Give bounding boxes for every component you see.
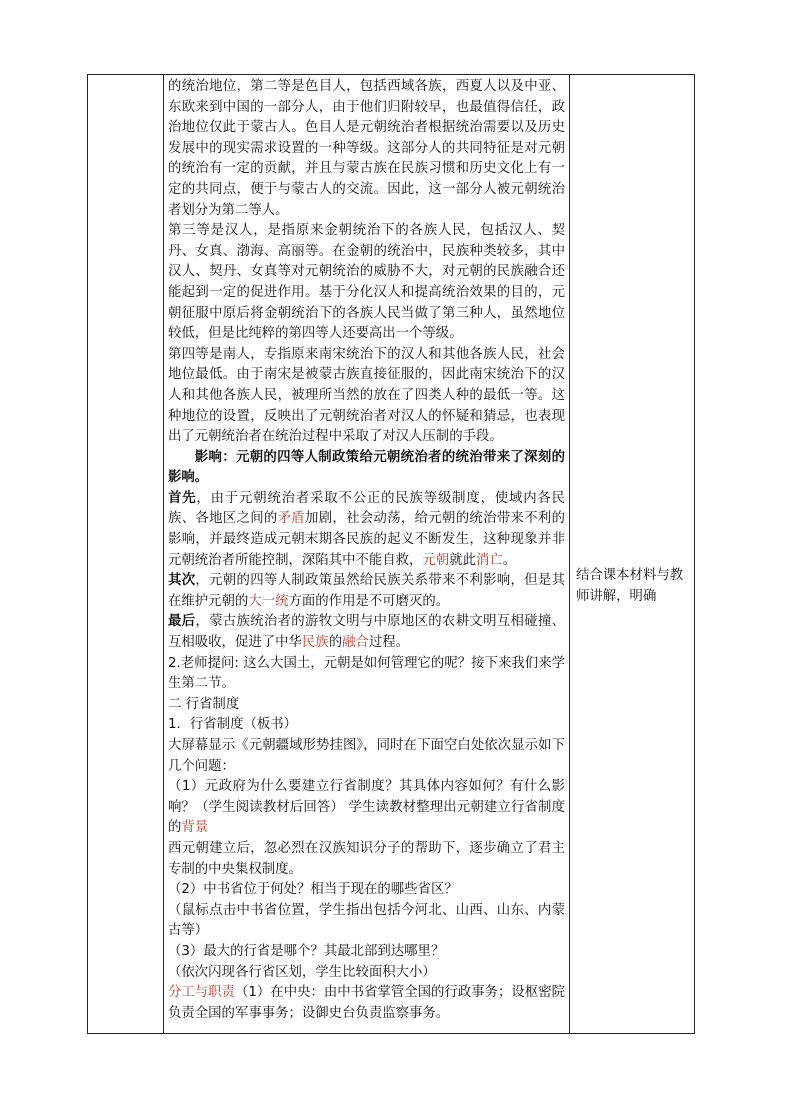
paragraph-semu: 的统治地位，第二等是色目人，包括西域各族，西夏人以及中亚、东欧来到中国的一部分人，由于他们归附较早，也最值得信任，政治地位仅此于蒙古人。色目人是元朝统治者根据统治需要以及历史发展中的现实需求设置的一种等级。这部分人的共同特征是对元朝的统治有一定的贡献，并且与蒙古族在民族习惯和历史文化上有一定的共同点，便于与蒙古人的交流。因此，这一部分人被元朝统治者划分为第二等人。	[168, 79, 565, 218]
highlight-dayitong: 大一统	[248, 593, 289, 609]
subsection-heading: 1．行省制度（板书）	[168, 717, 298, 733]
highlight-maodun: 矛盾	[277, 511, 306, 527]
left-column-cell	[88, 75, 164, 1034]
second-label: 其次	[168, 573, 196, 589]
section-heading: 二 行省制度	[168, 696, 240, 712]
paragraph-question-2: （2）中书省位于何处？相当于现在的哪些省区？	[168, 882, 458, 898]
paragraph-hanren: 第三等是汉人，是指原来金朝统治下的各族人民，包括汉人、契丹、女真、渤海、高丽等。在金朝的统治中，民族种类较多，其中汉人、契丹、女真等对元朝统治的威胁不大，对元朝的民族融合还能起到一定的促进作用。基于分化汉人和提高统治效果的目的，元朝征服中原后将金朝统治下的各族人民当做了第三种人，虽然地位较低，但是比纯粹的第四等人还要高出一个等级。	[168, 223, 565, 342]
paragraph-teacher-question: 2.老师提问: 这么大国土，元朝是如何管理它的呢？接下来我们来学生第二节。	[168, 655, 565, 692]
highlight-yuanchao: 元朝	[422, 552, 450, 568]
teaching-content-cell	[164, 75, 570, 1034]
paragraph-second: 其次，元朝的四等人制政策虽然给民族关系带来不利影响，但是其在维护元朝的大一统方面的作用是不可磨灭的。	[168, 573, 566, 609]
highlight-beijing: 背景	[181, 820, 209, 836]
paragraph-influence-heading: 影响：元朝的四等人制政策给元朝统治者的统治带来了深刻的影响。	[168, 449, 565, 486]
paragraph-question-1: （1）元政府为什么要建立行省制度？其具体内容如何？有什么影响？（学生阅读教材后回答） 学生读教材整理出元朝建立行省制度的背景	[168, 779, 565, 836]
table-row	[88, 75, 695, 1034]
paragraph-zhongshusheng: （鼠标点击中书省位置，学生指出包括今河北、山西、山东、内蒙古等）	[168, 902, 565, 939]
paragraph-question-3: （3）最大的行省是哪个？其最北部到达哪里？	[168, 943, 445, 959]
notes-cell	[570, 75, 695, 1034]
highlight-xiaowang: 消亡	[475, 552, 503, 568]
teaching-content	[164, 75, 569, 1024]
paragraph-last: 最后，蒙古族统治者的游牧文明与中原地区的农耕文明互相碰撞、互相吸收，促进了中华民族的融合过程。	[168, 614, 566, 651]
paragraph-map-display: 大屏幕显示《元朝疆域形势挂图》，同时在下面空白处依次显示如下几个问题：	[168, 738, 565, 774]
paragraph-background: 西元朝建立后，忽必烈在汉族知识分子的帮助下，逐步确立了君主专制的中央集权制度。	[168, 840, 565, 877]
side-note: 结合课本材料与教师讲解，明确	[576, 568, 684, 604]
paragraph-compare: （依次闪现各行省区划，学生比较面积大小）	[168, 964, 436, 980]
last-label: 最后	[168, 614, 196, 630]
first-label: 首先	[168, 490, 197, 506]
lesson-plan-table	[87, 74, 695, 1034]
highlight-minzu: 民族	[301, 635, 329, 651]
paragraph-duties: 分工与职责（1）在中央：由中书省掌管全国的行政事务；设枢密院负责全国的军事事务；设御史台负责监察事务。	[168, 985, 565, 1021]
highlight-ronghe: 融合	[342, 635, 369, 651]
paragraph-first: 首先，由于元朝统治者采取不公正的民族等级制度，使域内各民族、各地区之间的矛盾加剧，社会动荡，给元朝的统治带来不利的影响，并最终造成元朝末期各民族的起义不断发生，这种现象并非元朝统治者所能控制，深陷其中不能自救，元朝就此消亡。	[168, 490, 566, 568]
highlight-fengong: 分工与职责	[168, 985, 235, 1001]
paragraph-nanren: 第四等是南人，专指原来南宋统治下的汉人和其他各族人民，社会地位最低。由于南宋是被蒙古族直接征服的，因此南宋统治下的汉人和其他各族人民，被理所当然的放在了四类人种的最低一等。这种地位的设置，反映出了元朝统治者对汉人的怀疑和猜忌，也表现出了元朝统治者在统治过程中采取了对汉人压制的手段。	[168, 346, 565, 445]
